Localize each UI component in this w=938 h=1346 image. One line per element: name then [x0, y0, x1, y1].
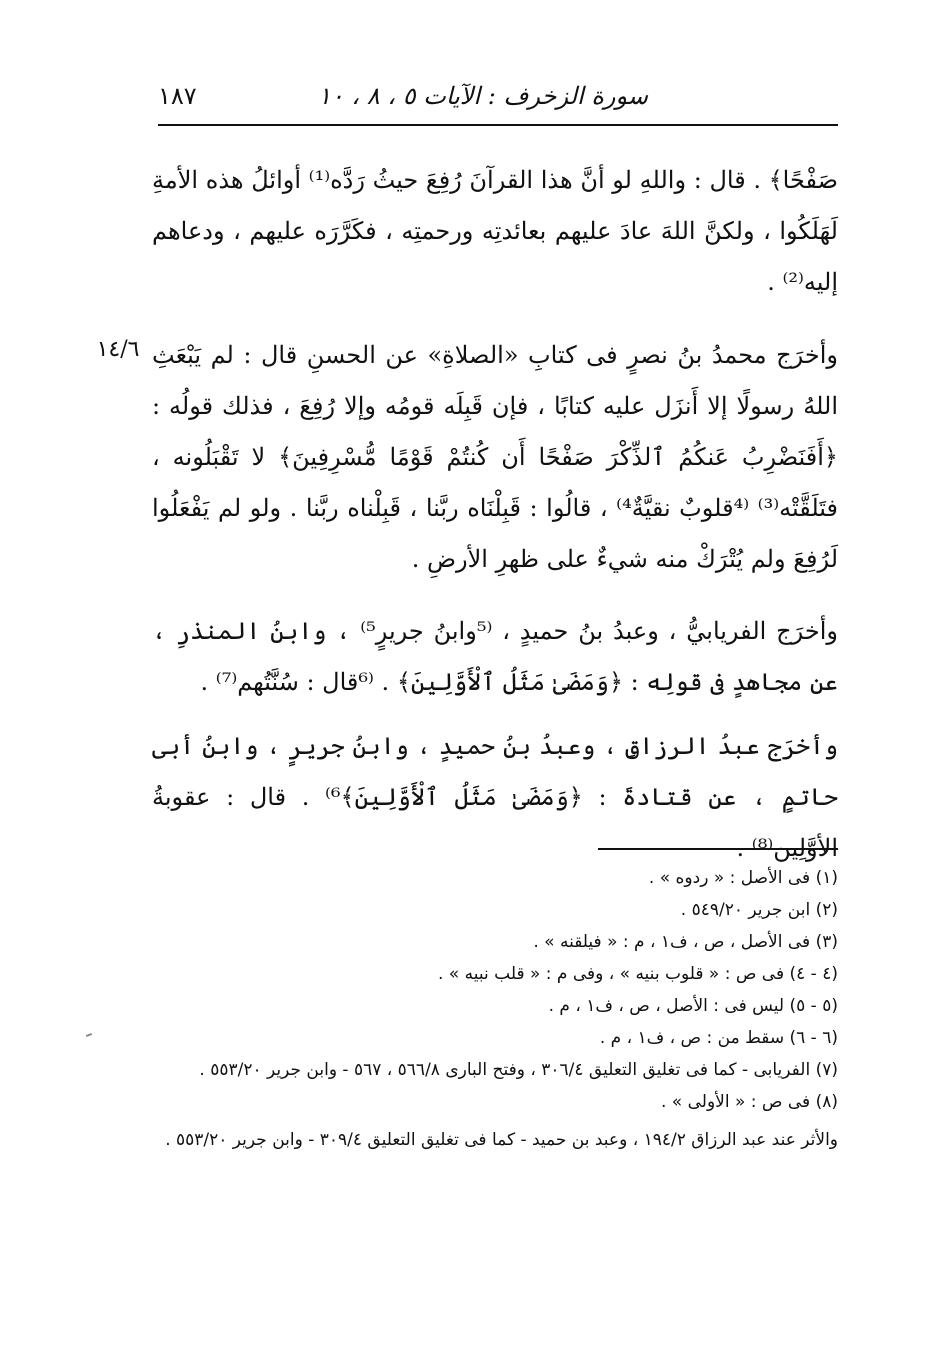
footnote-6: (٦ - ٦) سقط من : ص ، ف١ ، م . — [599, 1028, 838, 1048]
page-number: ١٨٧ — [158, 82, 197, 110]
margin-reference: ١٤/٦ — [96, 337, 140, 362]
footnote-1: (١) فى الأصل : « ردوه » . — [648, 868, 838, 888]
footnote-4: (٤ - ٤) فى ص : « قلوب بنيه » ، وفى م : « قلب نبيه » . — [438, 964, 838, 984]
running-title: سورة الزخرف : الآيات ٥ ، ٨ ، ١٠ — [318, 82, 648, 110]
paragraph-3: وأخرَج الفريابيُّ ، وعبدُ بنُ حميدٍ ، ⁽⁵وابنُ جريرٍ⁵⁾ ، وابنُ المنذرِ ، عن مجاهدٍ فى قولِه : ﴿وَمَضَىٰ مَثَلُ ٱلْأَوَّلِينَ﴾ . ⁽⁶قال : سُنَّتُهم⁽⁷⁾ . — [152, 617, 838, 696]
paragraph-2: وأخرَج محمدُ بنُ نصرٍ فى كتابِ «الصلاةِ» عن الحسنِ قال : لم يَبْعَثِ اللهُ رسولًا إلا أَنزَل عليه كتابًا ، فإن قَبِلَه قومُه وإلا رُفِعَ ، فذلك قولُه : ﴿أَفَنَضْرِبُ عَنكُمُ ٱلذِّكْرَ صَفْحًا أَن كُنتُمْ قَوْمًا مُّسْرِفِينَ﴾ لا تَقْبَلُونه ، فتَلَقَّتْه⁽³⁾ ⁽⁴قلوبٌ نقيَّةٌ⁴⁾ ، قالُوا : قَبِلْنَاه ربَّنا ، قَبِلْناه ربَّنا . ولو لم يَفْعَلُوا لَرُفِعَ ولم يُتْرَكْ منه شيءٌ على ظهرِ الأرضِ . — [152, 341, 838, 573]
header-rule — [158, 124, 838, 126]
paragraph-4: وأخرَج عبدُ الرزاقِ ، وعبدُ بنُ حميدٍ ، وابنُ جريرٍ ، وابنُ أبى حاتمٍ ، عن قتادةَ : ﴿وَمَضَىٰ مَثَلُ ٱلْأَوَّلِينَ﴾⁶⁾ . قال : عقوبةُ الأوَّلِين⁽⁸⁾ . — [152, 732, 838, 862]
footnote-rule — [598, 848, 838, 850]
paragraph-1: صَفْحًا﴾ . قال : واللهِ لو أنَّ هذا القرآنَ رُفِعَ حيثُ رَدَّه⁽¹⁾ أوائلُ هذه الأمةِ لَهَلَكُوا ، ولكنَّ اللهَ عادَ عليهم بعائدتِه ورحمتِه ، فكَرَّرَه عليهم ، ودعاهم إليه⁽²⁾ . — [152, 166, 839, 296]
footnote-8: (٨) فى ص : « الأولى » . — [661, 1092, 838, 1112]
footnote-2: (٢) ابن جرير ٥٤٩/٢٠ . — [680, 900, 838, 920]
footnote-3: (٣) فى الأصل ، ص ، ف١ ، م : « فيلقنه » . — [533, 932, 838, 952]
footnote-7: (٧) الفريابى - كما فى تغليق التعليق ٣٠٦/٤ ، وفتح البارى ٥٦٦/٨ ، ٥٦٧ - وابن جرير ٥٥٣/٢٠ . — [199, 1060, 838, 1080]
footnote-extra: والأثر عند عبد الرزاق ١٩٤/٢ ، وعبد بن حميد - كما فى تغليق التعليق ٣٠٩/٤ - وابن جرير ٥٥٣/٢٠ . — [165, 1130, 838, 1150]
page-header — [158, 76, 838, 120]
scan-mark — [86, 1033, 92, 1037]
footnotes — [158, 862, 838, 1156]
footnote-5: (٥ - ٥) ليس فى : الأصل ، ص ، ف١ ، م . — [548, 996, 838, 1016]
